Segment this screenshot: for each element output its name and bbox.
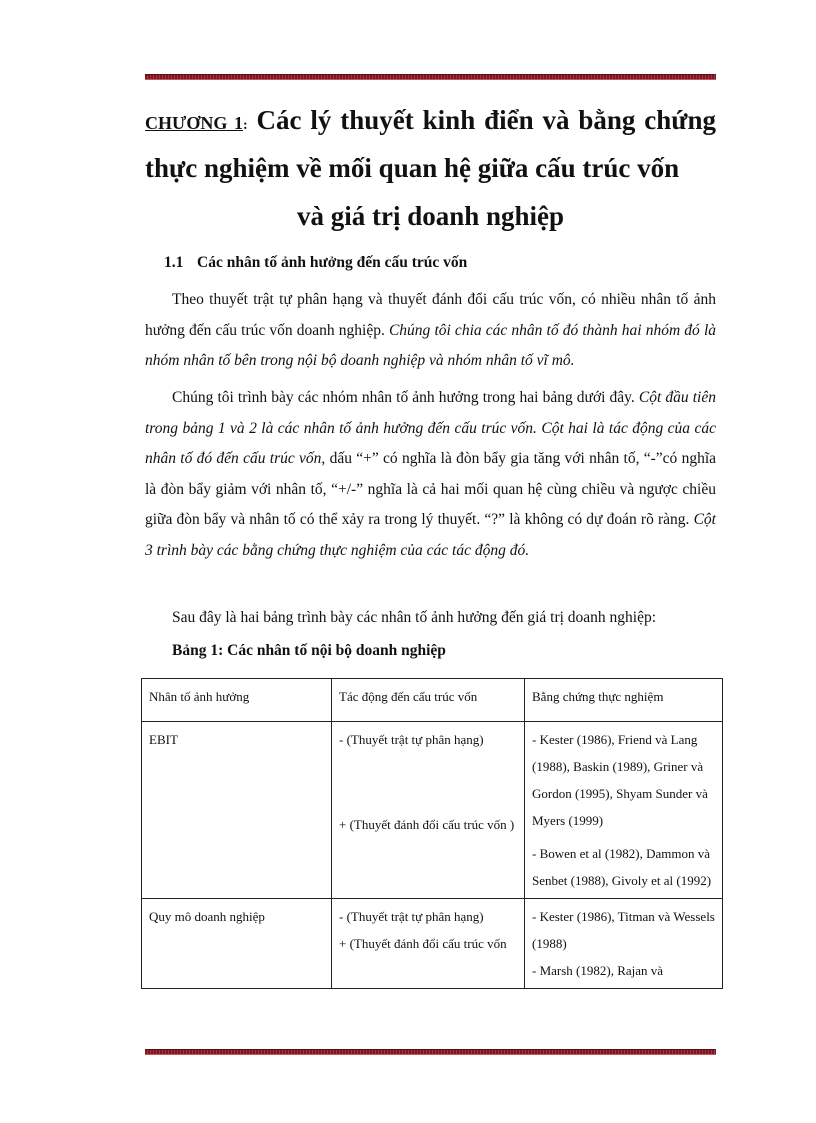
table-header-cell: Tác động đến cấu trúc vốn xyxy=(332,679,525,722)
table-row xyxy=(142,899,723,989)
evidence-line: - Kester (1986), Friend và Lang (1988), Baskin (1989), Griner và Gordon (1995), Shyam Sunder và Myers (1999) xyxy=(532,732,708,828)
paragraph-2-italic-a: Cột đầu tiên trong bảng 1 và 2 là các nhân tố ảnh hưởng đến cấu trúc vốn. Cột hai là tác động của các nhân tố đó đến cấu trúc vốn xyxy=(145,389,716,467)
factor-cell: EBIT xyxy=(142,722,332,899)
section-number: 1.1 xyxy=(164,254,184,271)
table-header-cell: Bằng chứng thực nghiệm xyxy=(525,679,723,722)
section-title: Các nhân tố ảnh hưởng đến cấu trúc vốn xyxy=(197,254,468,271)
impact-line: - (Thuyết trật tự phân hạng) xyxy=(339,732,484,747)
impact-cell xyxy=(332,722,525,899)
paragraph-1-italic: Chúng tôi chia các nhân tố đó thành hai nhóm đó là nhóm nhân tố bên trong nội bộ doanh nghiệp và nhóm nhân tố vĩ mô. xyxy=(145,321,716,369)
top-decorative-rule xyxy=(145,74,716,80)
chapter-separator: : xyxy=(242,118,248,133)
chapter-title-line-1 xyxy=(145,96,716,150)
table-header-row xyxy=(142,679,723,722)
factor-cell: Quy mô doanh nghiệp xyxy=(142,899,332,989)
chapter-title-line-2: thực nghiệm về mối quan hệ giữa cấu trúc vốn xyxy=(145,153,680,183)
evidence-cell xyxy=(525,899,723,989)
chapter-title-line-3: và giá trị doanh nghiệp xyxy=(296,201,565,231)
chapter-title-text-1: Các lý thuyết kinh điển và bằng chứng xyxy=(256,105,717,135)
paragraph-3-text: Sau đây là hai bảng trình bày các nhân tố ảnh hưởng đến giá trị doanh nghiệp: xyxy=(172,609,657,626)
evidence-line: - Marsh (1982), Rajan và xyxy=(532,963,664,978)
paragraph-2 xyxy=(145,383,716,566)
table-header-cell: Nhân tố ảnh hưởng xyxy=(142,679,332,722)
paragraph-2-text-a: Chúng tôi trình bày các nhóm nhân tố ảnh hưởng trong hai bảng dưới đây. xyxy=(172,389,639,406)
impact-line: - (Thuyết trật tự phân hạng) xyxy=(339,909,484,924)
paragraph-1 xyxy=(145,285,716,377)
section-heading xyxy=(164,254,467,272)
factors-table xyxy=(141,678,723,989)
impact-line: + (Thuyết đánh đổi cấu trúc vốn xyxy=(339,936,507,951)
impact-line: + (Thuyết đánh đổi cấu trúc vốn ) xyxy=(339,817,515,832)
paragraph-2-text-b: , dấu “+” có nghĩa là đòn bẩy gia tăng với nhân tố, “-”có nghĩa là đòn bẩy giảm với nhân tố, “+/-” nghĩa là cả hai mối quan hệ cùng chiều và ngược chiều giữa đòn bẩy và nhân tố có thể xảy ra trong lý thuyết. “?” là không có dự đoán rõ ràng. xyxy=(145,450,717,528)
paragraph-1-text: Theo thuyết trật tự phân hạng và thuyết đánh đổi cấu trúc vốn, có nhiều nhân tố ảnh hưởng đến cấu trúc vốn doanh nghiệp. xyxy=(145,291,716,339)
paragraph-2-italic-b: Cột 3 trình bày các bằng chứng thực nghiệm của các tác động đó. xyxy=(145,511,716,559)
chapter-label: CHƯƠNG 1 xyxy=(145,113,243,133)
table-caption: Bảng 1: Các nhân tố nội bộ doanh nghiệp xyxy=(172,642,446,659)
table-row xyxy=(142,722,723,899)
evidence-line: - Bowen et al (1982), Dammon và Senbet (1988), Givoly et al (1992) xyxy=(532,846,712,888)
impact-cell xyxy=(332,899,525,989)
paragraph-3 xyxy=(145,603,716,634)
bottom-decorative-rule xyxy=(145,1049,716,1055)
evidence-line: - Kester (1986), Titman và Wessels (1988) xyxy=(532,909,715,951)
evidence-cell xyxy=(525,722,723,899)
